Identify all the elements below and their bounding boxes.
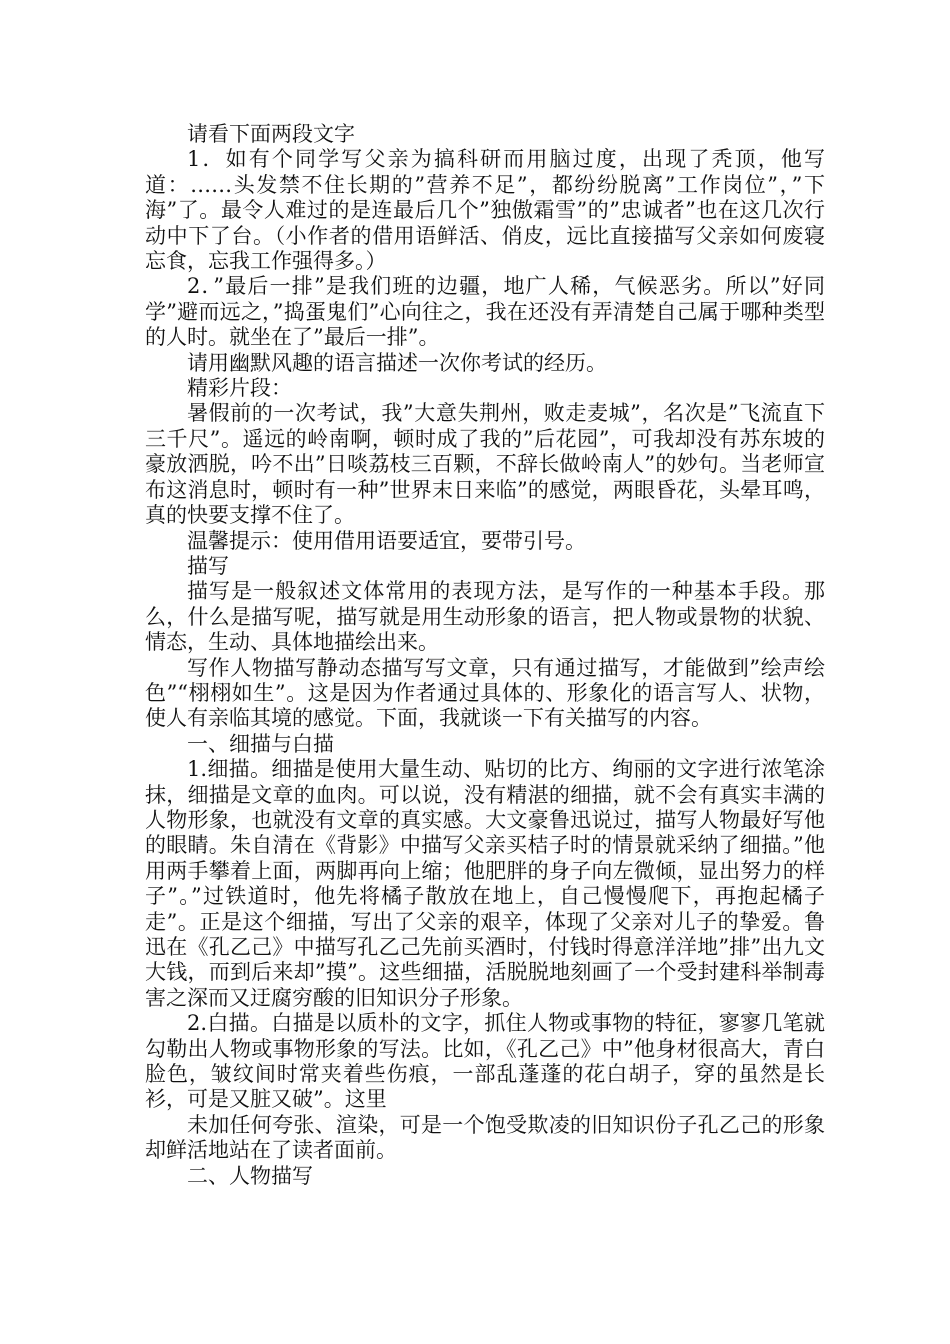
paragraph-plain-sketch: 2.白描。白描是以质朴的文字，抓住人物或事物的特征，寥寥几笔就勾勒出人物或事物形象的写法。比如，《孔乙己》中”他身材很高大，青白脸色，皱纹间时常夹着些伤痕，一部乱蓬蓬的花白胡子，穿的虽然是长衫，可是又脏又破”。这里	[145, 1011, 825, 1112]
section-heading-description: 描写	[187, 553, 229, 578]
document-body	[145, 122, 825, 1189]
section-heading-detail-and-sketch: 一、细描与白描	[187, 731, 334, 756]
paragraph-highlight-heading: 精彩片段：	[187, 376, 292, 401]
paragraph-intro: 请看下面两段文字	[187, 122, 355, 146]
paragraph-example-1: 1．如有个同学写父亲为搞科研而用脑过度，出现了秃顶，他写道：……头发禁不住长期的”营养不足”，都纷纷脱离”工作岗位”，”下海”了。最令人难过的是连最后几个”独傲霜雪”的”忠诚者”也在这几次行动中下了台。（小作者的借用语鲜活、俏皮，远比直接描写父亲如何废寝忘食，忘我工作强得多。）	[145, 147, 825, 274]
paragraph-description-definition: 描写是一般叙述文体常用的表现方法，是写作的一种基本手段。那么，什么是描写呢，描写就是用生动形象的语言，把人物或景物的状貌、情态，生动、具体地描绘出来。	[145, 579, 825, 655]
paragraph-detailed-description: 1.细描。细描是使用大量生动、贴切的比方、绚丽的文字进行浓笔涂抹，细描是文章的血肉。可以说，没有精湛的细描，就不会有真实丰满的人物形象，也就没有文章的真实感。大文豪鲁迅说过，描写人物最好写他的眼睛。朱自清在《背影》中描写父亲买桔子时的情景就采纳了细描。”他用两手攀着上面，两脚再向上缩；他肥胖的身子向左微倾，显出努力的样子”。”过铁道时，他先将橘子散放在地上，自己慢慢爬下，再抱起橘子走”。正是这个细描，写出了父亲的艰辛，体现了父亲对儿子的挚爱。鲁迅在《孔乙己》中描写孔乙己先前买酒时，付钱时得意洋洋地”排”出九文大钱，而到后来却”摸”。这些细描，活脱脱地刻画了一个受封建科举制毒害之深而又迂腐穷酸的旧知识分子形象。	[145, 757, 825, 1010]
section-heading-character-description: 二、人物描写	[187, 1163, 313, 1188]
paragraph-tip: 温馨提示：使用借用语要适宜，要带引号。	[187, 528, 586, 553]
paragraph-description-purpose: 写作人物描写静动态描写写文章，只有通过描写，才能做到”绘声绘色”“栩栩如生”。这是因为作者通过具体的、形象化的语言写人、状物，使人有亲临其境的感觉。下面，我就谈一下有关描写的内容。	[145, 655, 825, 731]
paragraph-plain-sketch-continued: 未加任何夸张、渲染，可是一个饱受欺凌的旧知识份子孔乙己的形象却鲜活地站在了读者面前。	[145, 1112, 825, 1163]
paragraph-highlight-text: 暑假前的一次考试，我”大意失荆州，败走麦城”，名次是”飞流直下三千尺”。遥远的岭南啊，顿时成了我的”后花园”，可我却没有苏东坡的豪放洒脱，吟不出”日啖荔枝三百颗，不辞长做岭南人”的妙句。当老师宣布这消息时，顿时有一种”世界末日来临”的感觉，两眼昏花，头晕耳鸣，真的快要支撑不住了。	[145, 401, 825, 528]
paragraph-example-2: 2．”最后一排”是我们班的边疆，地广人稀，气候恶劣。所以”好同学”避而远之，”捣蛋鬼们”心向往之，我在还没有弄清楚自己属于哪种类型的人时。就坐在了”最后一排”。	[145, 274, 825, 350]
paragraph-task: 请用幽默风趣的语言描述一次你考试的经历。	[187, 350, 607, 375]
